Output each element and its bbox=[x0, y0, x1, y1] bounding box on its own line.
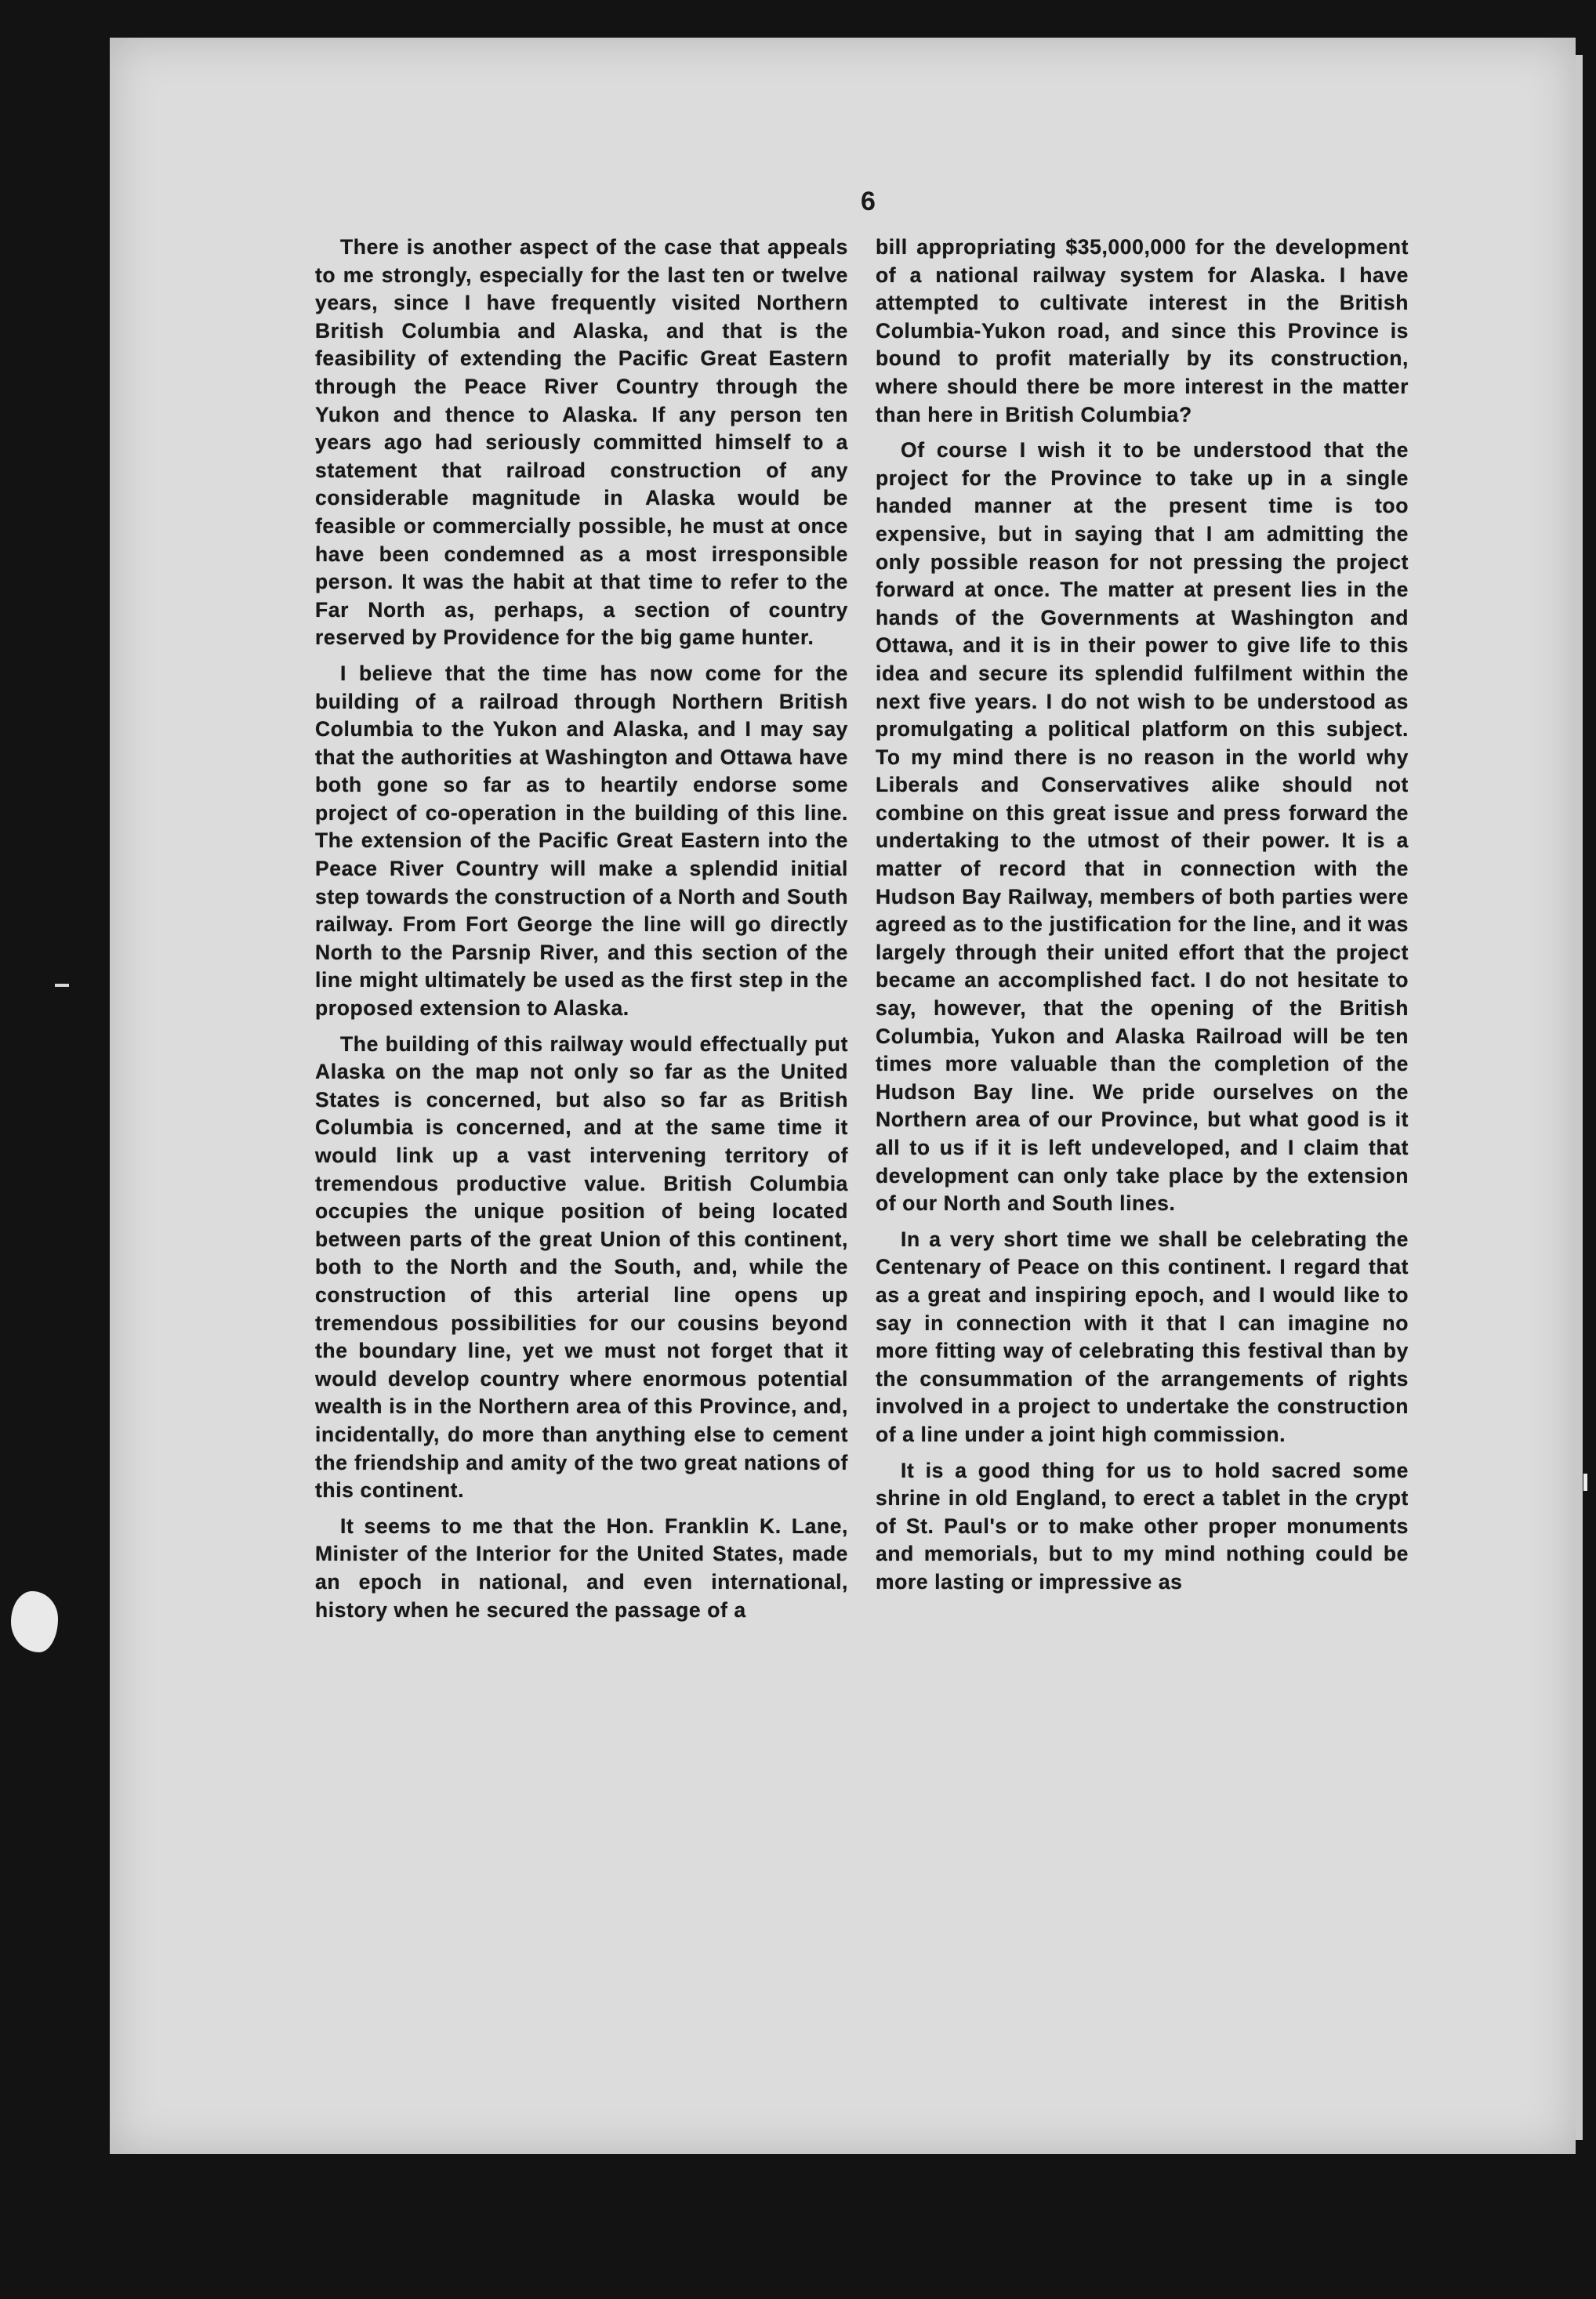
paragraph: I believe that the time has now come for the building of a railroad through Northern British Columbia to the Yukon and Alaska, and I may say that the authorities at Washington and Ottawa have both gone so far as to heartily endorse some project of co-operation in the building of this line. The extension of the Pacific Great Eastern into the Peace River Country will make a splendid initial step towards the construction of a North and South railway. From Fort George the line will go directly North to the Parsnip River, and this section of the line might ultimately be used as the first step in the proposed extension to Alaska. bbox=[315, 661, 848, 1021]
paragraph: Of course I wish it to be understood that the project for the Province to take up in a single handed manner at the present time is too expensive, but in saying that I am admitting the only possible reason for not pressing the project forward at once. The matter at present lies in the hands of the Governments at Washington and Ottawa, and it is in their power to give life to this idea and secure its splendid fulfilment within the next five years. I do not wish to be understood as promulgating a political platform on this subject. To my mind there is no reason in the world why Liberals and Conservatives alike should not combine on this great issue and press forward the undertaking to the utmost of their power. It is a matter of record that in connection with the Hudson Bay Railway, members of both parties were agreed as to the justification for the line, and it was largely through their united effort that the project became an accomplished fact. I do not hesitate to say, however, that the opening of the British Columbia, Yukon and Alaska Railroad will be ten times more valuable than the completion of the Hudson Bay line. We pride ourselves on the Northern area of our Province, but what good is it all to us if it is left undeveloped, and I claim that development can only take place by the extension of our North and South lines. bbox=[876, 438, 1409, 1216]
paragraph: bill appropriating $35,000,000 for the development of a national railway system for Alaska. I have attempted to cultivate interest in the British Columbia-Yukon road, and since this Province is bound to profit materially by its construction, where should there be more interest in the matter than here in British Columbia? bbox=[876, 235, 1409, 426]
left-column bbox=[315, 234, 848, 1632]
page-number: 6 bbox=[861, 187, 876, 216]
right-column bbox=[876, 234, 1409, 1605]
paragraph: There is another aspect of the case that appeals to me strongly, especially for the last ten or twelve years, since I have frequently visited Northern British Columbia and Alaska, and that is the feasibility of extending the Pacific Great Eastern through the Peace River Country through the Yukon and thence to Alaska. If any person ten years ago had seriously committed himself to a statement that railroad construction of any considerable magnitude in Alaska would be feasible or commercially possible, he must at once have been condemned as a most irresponsible person. It was the habit at that time to refer to the Far North as, perhaps, a section of country reserved by Providence for the big game hunter. bbox=[315, 235, 848, 650]
paragraph: It seems to me that the Hon. Franklin K. Lane, Minister of the Interior for the United States, made an epoch in national, and even international, history when he secured the passage of a bbox=[315, 1514, 848, 1622]
paragraph: It is a good thing for us to hold sacred some shrine in old England, to erect a tablet in the crypt of St. Paul's or to make other proper monuments and memorials, but to my mind nothing could be more lasting or impressive as bbox=[876, 1458, 1409, 1594]
scan-mark bbox=[1583, 1474, 1587, 1491]
paragraph: In a very short time we shall be celebrating the Centenary of Peace on this continent. I regard that as a great and inspiring epoch, and I would like to say in connection with it that I can imagine no more fitting way of celebrating this festival than by the consummation of the arrangements of rights involved in a project to undertake the construction of a line under a joint high commission. bbox=[876, 1227, 1409, 1446]
paragraph: The building of this railway would effectually put Alaska on the map not only so far as the United States is concerned, but also so far as British Columbia is concerned, and at the same time it would link up a vast intervening territory of tremendous productive value. British Columbia occupies the unique position of being located between parts of the great Union of this continent, both to the North and the South, and, while the construction of this arterial line opens up tremendous possibilities for our cousins beyond the boundary line, yet we must not forget that it would develop country where enormous potential wealth is in the Northern area of this Province, and, incidentally, do more than anything else to cement the friendship and amity of the two great nations of this continent. bbox=[315, 1032, 848, 1503]
scan-mark bbox=[55, 984, 69, 987]
